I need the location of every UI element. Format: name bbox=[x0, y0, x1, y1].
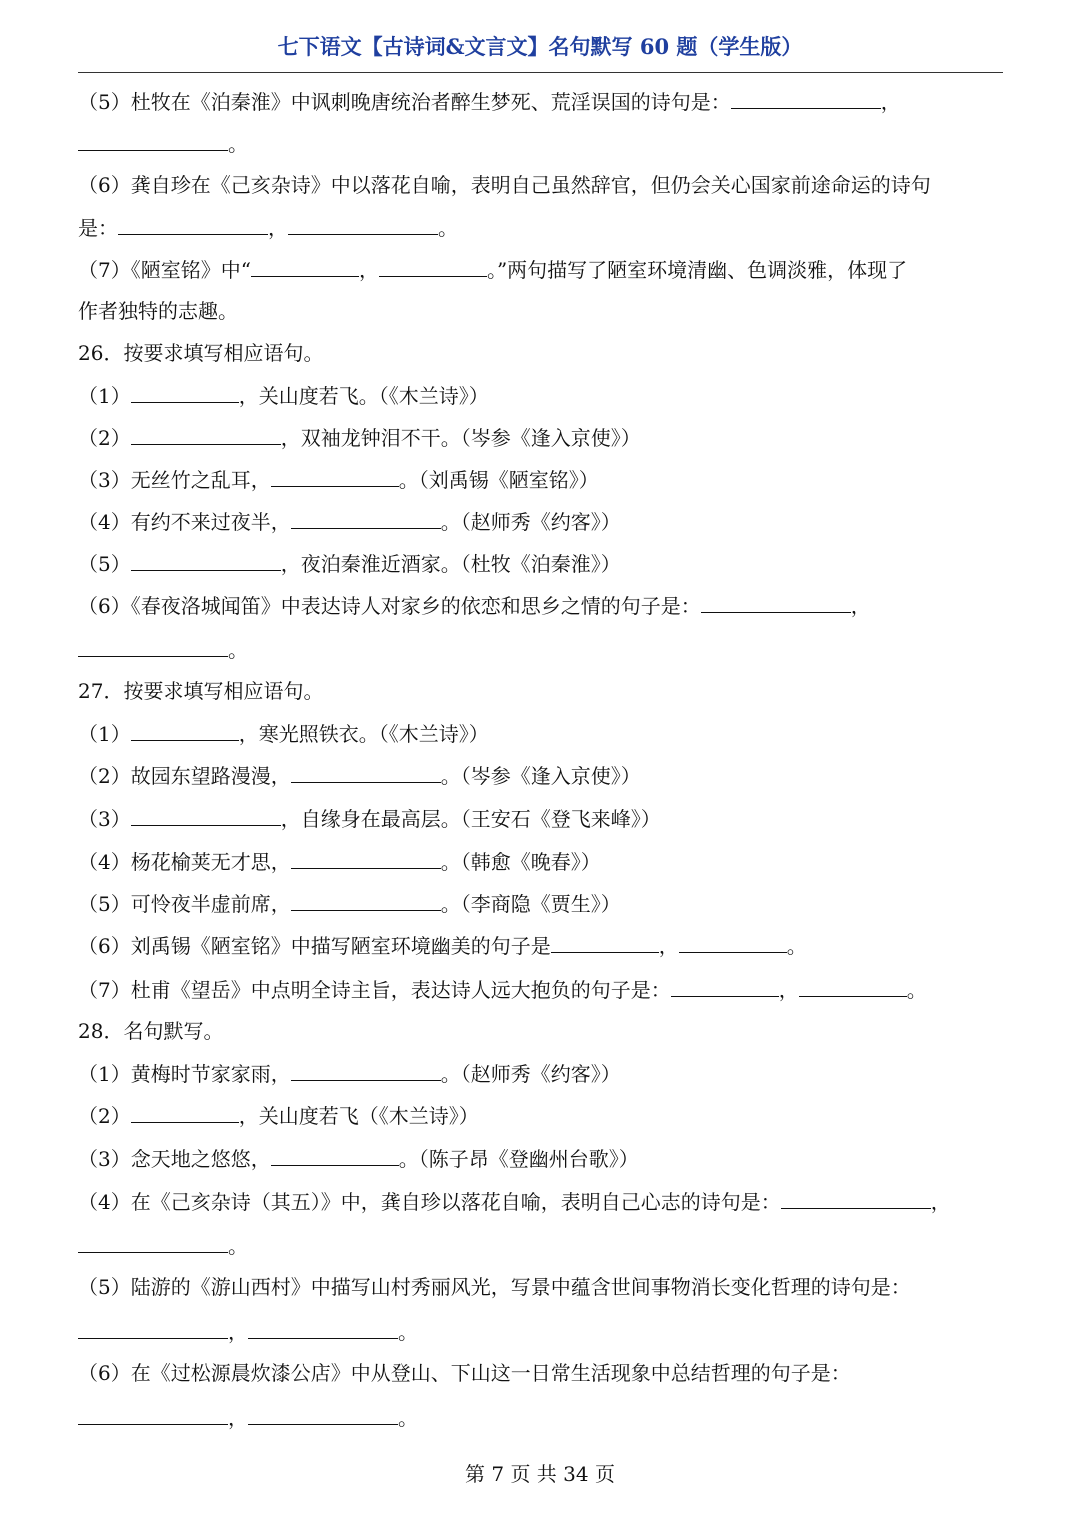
punctuation: ， bbox=[778, 978, 799, 1002]
question-line bbox=[78, 128, 1008, 158]
question-line bbox=[78, 254, 1008, 284]
question-text: （1）黄梅时节家家雨， bbox=[78, 1062, 291, 1086]
punctuation: ， bbox=[228, 1406, 248, 1430]
question-heading bbox=[78, 676, 1008, 706]
question-text: 。（李商隐《贾生》） bbox=[440, 892, 621, 916]
answer-blank[interactable] bbox=[799, 974, 907, 997]
punctuation: 。 bbox=[906, 978, 927, 1002]
answer-blank[interactable] bbox=[131, 422, 281, 445]
question-text: 。（岑参《逢入京使》） bbox=[440, 764, 641, 788]
punctuation: ， bbox=[658, 934, 679, 958]
answer-blank[interactable] bbox=[701, 590, 851, 613]
answer-blank[interactable] bbox=[248, 1316, 398, 1339]
question-title: 26．按要求填写相应语句。 bbox=[78, 341, 324, 365]
answer-blank[interactable] bbox=[78, 1402, 228, 1425]
punctuation: ， bbox=[850, 594, 871, 618]
answer-blank[interactable] bbox=[271, 1143, 399, 1166]
answer-blank[interactable] bbox=[131, 718, 239, 741]
answer-blank[interactable] bbox=[288, 212, 438, 235]
question-line bbox=[78, 1272, 1008, 1302]
question-text: 。（赵师秀《约客》） bbox=[440, 510, 621, 534]
page-header-title: 七下语文【古诗词&文言文】名句默写 60 题（学生版） bbox=[277, 34, 803, 59]
question-text: （6）《春夜洛城闻笛》中表达诗人对家乡的依恋和思乡之情的句子是： bbox=[78, 594, 701, 618]
punctuation: 。 bbox=[438, 216, 458, 240]
answer-blank[interactable] bbox=[291, 1058, 441, 1081]
question-line bbox=[78, 212, 1008, 242]
question-line bbox=[78, 506, 1008, 536]
punctuation: 。 bbox=[228, 132, 248, 156]
question-text: （2） bbox=[78, 426, 131, 450]
question-text: （6）龚自珍在《己亥杂诗》中以落花自喻，表明自己虽然辞官，但仍会关心国家前途命运的诗句 bbox=[78, 173, 931, 197]
answer-blank[interactable] bbox=[679, 930, 787, 953]
question-text: （6）刘禹锡《陋室铭》中描写陋室环境幽美的句子是 bbox=[78, 934, 551, 958]
question-line bbox=[78, 1100, 1008, 1130]
question-text: （3）念天地之悠悠， bbox=[78, 1147, 271, 1171]
question-text: （3）无丝竹之乱耳， bbox=[78, 468, 271, 492]
punctuation: ， bbox=[880, 90, 901, 114]
answer-blank[interactable] bbox=[291, 846, 441, 869]
punctuation: ， bbox=[358, 258, 379, 282]
question-text: （4）杨花榆荚无才思， bbox=[78, 850, 291, 874]
question-text: （5） bbox=[78, 552, 131, 576]
question-line bbox=[78, 1143, 1008, 1173]
question-line bbox=[78, 1402, 1008, 1432]
question-text: ，关山度若飞（《木兰诗》） bbox=[238, 1104, 479, 1128]
question-text: （1） bbox=[78, 384, 131, 408]
question-text: 。（韩愈《晚春》） bbox=[440, 850, 601, 874]
question-text: （7）杜甫《望岳》中点明全诗主旨，表达诗人远大抱负的句子是： bbox=[78, 978, 671, 1002]
question-line bbox=[78, 974, 1008, 1004]
question-line bbox=[78, 846, 1008, 876]
page-number: 第 7 页 共 34 页 bbox=[465, 1462, 615, 1486]
question-text: （5）杜牧在《泊秦淮》中讽刺晚唐统治者醉生梦死、荒淫误国的诗句是： bbox=[78, 90, 731, 114]
question-line bbox=[78, 1186, 1008, 1216]
question-line bbox=[78, 86, 1008, 116]
punctuation: 。 bbox=[398, 1320, 418, 1344]
question-text: （5）陆游的《游山西村》中描写山村秀丽风光，写景中蕴含世间事物消长变化哲理的诗句是： bbox=[78, 1275, 911, 1299]
answer-blank[interactable] bbox=[131, 1100, 239, 1123]
answer-blank[interactable] bbox=[131, 380, 239, 403]
question-text: 。（赵师秀《约客》） bbox=[440, 1062, 621, 1086]
question-line bbox=[78, 464, 1008, 494]
question-title: 28．名句默写。 bbox=[78, 1019, 224, 1043]
answer-blank[interactable] bbox=[271, 464, 399, 487]
question-title: 27．按要求填写相应语句。 bbox=[78, 679, 324, 703]
question-text: （2）故园东望路漫漫， bbox=[78, 764, 291, 788]
punctuation: ， bbox=[268, 216, 288, 240]
question-text: （6）在《过松源晨炊漆公店》中从登山、下山这一日常生活现象中总结哲理的句子是： bbox=[78, 1361, 851, 1385]
question-text: 。（刘禹锡《陋室铭》） bbox=[398, 468, 599, 492]
answer-blank[interactable] bbox=[118, 212, 268, 235]
question-line bbox=[78, 634, 1008, 664]
question-text: （5）可怜夜半虚前席， bbox=[78, 892, 291, 916]
punctuation: 。 bbox=[228, 1234, 248, 1258]
question-text: （4）在《己亥杂诗（其五）》中，龚自珍以落花自喻，表明自己心志的诗句是： bbox=[78, 1190, 781, 1214]
answer-blank[interactable] bbox=[781, 1186, 931, 1209]
question-line bbox=[78, 548, 1008, 578]
question-text: 作者独特的志趣。 bbox=[78, 299, 238, 323]
question-line bbox=[78, 296, 1008, 326]
question-line bbox=[78, 590, 1008, 620]
answer-blank[interactable] bbox=[78, 128, 228, 151]
question-text: ，夜泊秦淮近酒家。（杜牧《泊秦淮》） bbox=[280, 552, 621, 576]
answer-blank[interactable] bbox=[291, 760, 441, 783]
answer-blank[interactable] bbox=[291, 888, 441, 911]
answer-blank[interactable] bbox=[731, 86, 881, 109]
question-text: ，寒光照铁衣。（《木兰诗》） bbox=[238, 722, 489, 746]
question-text: 。（陈子昂《登幽州台歌》） bbox=[398, 1147, 639, 1171]
answer-blank[interactable] bbox=[78, 634, 228, 657]
question-line bbox=[78, 1358, 1008, 1388]
punctuation: ， bbox=[930, 1190, 951, 1214]
punctuation: 。 bbox=[228, 638, 248, 662]
punctuation: 。 bbox=[398, 1406, 418, 1430]
answer-blank[interactable] bbox=[131, 548, 281, 571]
answer-blank[interactable] bbox=[248, 1402, 398, 1425]
question-line bbox=[78, 170, 1008, 200]
question-text: （4）有约不来过夜半， bbox=[78, 510, 291, 534]
answer-blank[interactable] bbox=[291, 506, 441, 529]
answer-blank[interactable] bbox=[131, 803, 281, 826]
question-heading bbox=[78, 338, 1008, 368]
punctuation: 。 bbox=[786, 934, 807, 958]
answer-blank[interactable] bbox=[78, 1230, 228, 1253]
question-line bbox=[78, 760, 1008, 790]
punctuation: ， bbox=[228, 1320, 248, 1344]
question-line bbox=[78, 718, 1008, 748]
question-line bbox=[78, 1230, 1008, 1260]
question-text: 是： bbox=[78, 216, 118, 240]
question-line bbox=[78, 888, 1008, 918]
header-divider bbox=[78, 72, 1003, 73]
answer-blank[interactable] bbox=[379, 254, 487, 277]
answer-blank[interactable] bbox=[551, 930, 659, 953]
question-text: （2） bbox=[78, 1104, 131, 1128]
answer-blank[interactable] bbox=[78, 1316, 228, 1339]
question-line bbox=[78, 1058, 1008, 1088]
answer-blank[interactable] bbox=[251, 254, 359, 277]
answer-blank[interactable] bbox=[671, 974, 779, 997]
question-text: （3） bbox=[78, 807, 131, 831]
question-line bbox=[78, 1316, 1008, 1346]
question-line bbox=[78, 380, 1008, 410]
question-heading bbox=[78, 1016, 1008, 1046]
question-line bbox=[78, 803, 1008, 833]
question-text: ，自缘身在最高层。（王安石《登飞来峰》） bbox=[280, 807, 661, 831]
question-line bbox=[78, 930, 1008, 960]
question-text: ，双袖龙钟泪不干。（岑参《逢入京使》） bbox=[280, 426, 641, 450]
question-text: （7）《陋室铭》中“ bbox=[78, 258, 251, 282]
question-text: （1） bbox=[78, 722, 131, 746]
question-line bbox=[78, 422, 1008, 452]
question-text: ，关山度若飞。（《木兰诗》） bbox=[238, 384, 489, 408]
question-text: 。”两句描写了陋室环境清幽、色调淡雅，体现了 bbox=[486, 258, 908, 282]
